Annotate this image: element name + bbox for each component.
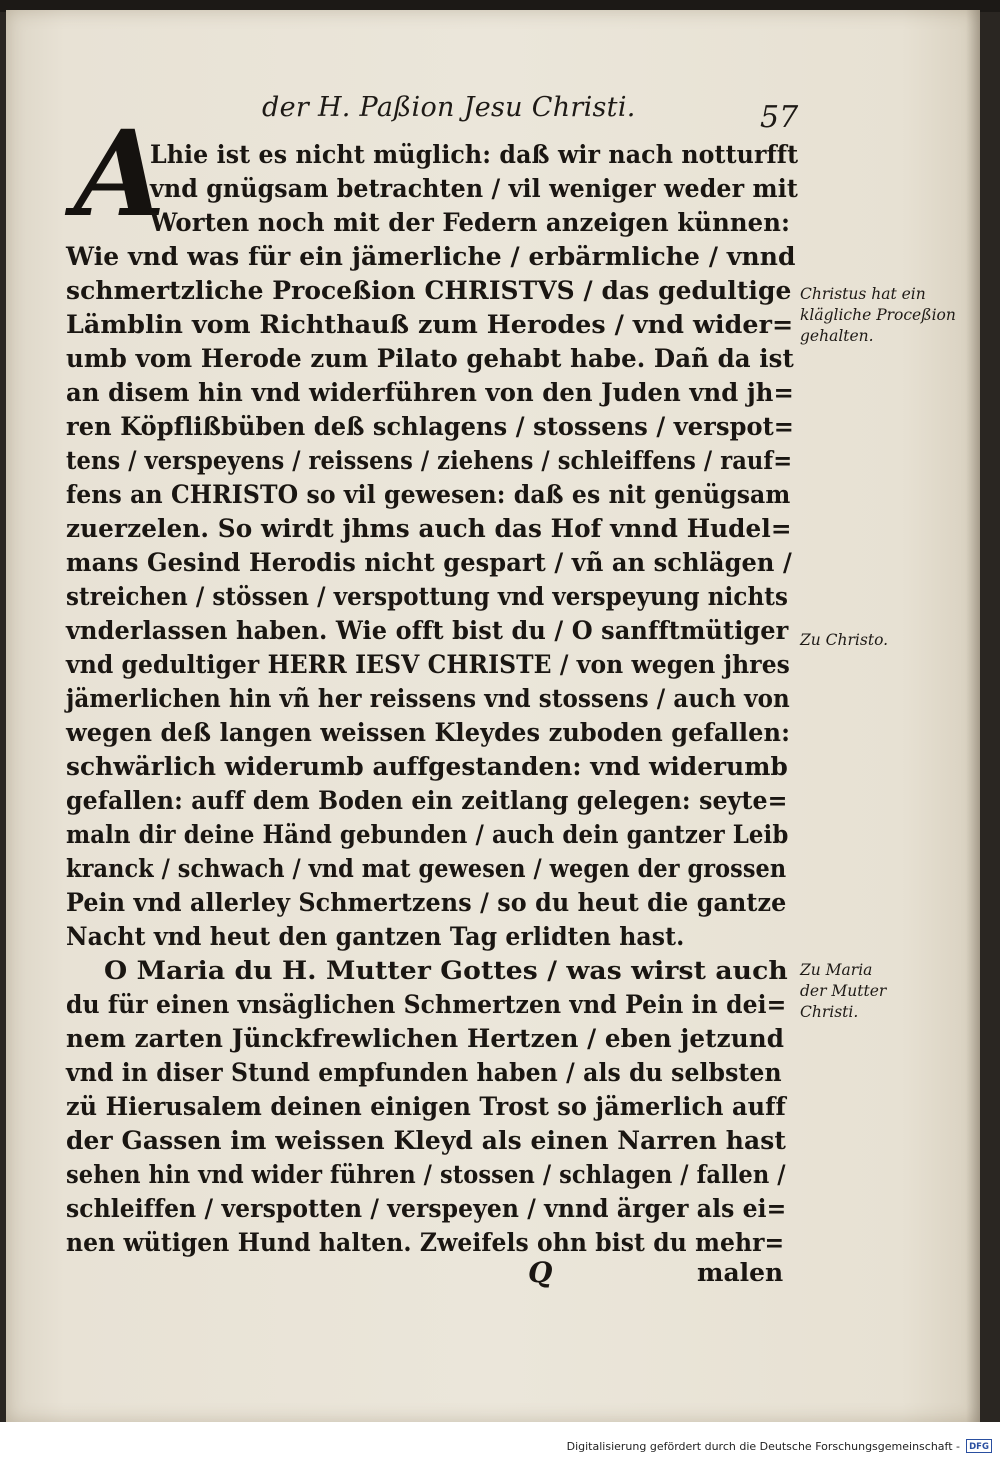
text-line: schmertzliche Proceßion CHRISTVS / das gedultige: [66, 276, 792, 305]
margin-note: Zu Maria der Mutter Christi.: [800, 961, 887, 1021]
text-line: Pein vnd allerley Schmertzens / so du heut die gantze: [66, 888, 787, 917]
text-line: O Maria du H. Mutter Gottes / was wirst auch: [104, 956, 788, 985]
text-line: schwärlich widerumb auffgestanden: vnd widerumb: [66, 752, 788, 781]
text-line: vnd in diser Stund empfunden haben / als du selbsten: [66, 1058, 782, 1087]
text-line: wegen deß langen weissen Kleydes zuboden gefallen:: [66, 718, 791, 747]
text-line: Wie vnd was für ein jämerliche / erbärmliche / vnnd: [66, 242, 796, 271]
text-line: Lhie ist es nicht müglich: daß wir nach notturfft: [150, 140, 799, 169]
text-line: Lämblin vom Richthauß zum Herodes / vnd wider=: [66, 310, 794, 339]
page-number: 57: [760, 100, 799, 135]
running-head: der H. Paßion Jesu Christi.: [262, 92, 636, 123]
margin-note: Zu Christo.: [800, 631, 889, 649]
text-line: an disem hin vnd widerführen von den Juden vnd jh=: [66, 378, 794, 407]
text-line: vnd gedultiger HERR IESV CHRISTE / von wegen jhres: [66, 650, 790, 679]
text-line: streichen / stössen / verspottung vnd verspeyung nichts: [66, 582, 788, 611]
text-line: maln dir deine Händ gebunden / auch dein gantzer Leib: [66, 820, 789, 849]
text-line: mans Gesind Herodis nicht gespart / vñ an schlägen /: [66, 548, 792, 577]
text-line: vnderlassen haben. Wie offt bist du / O sanfftmütiger: [66, 616, 789, 645]
text-line: gefallen: auff dem Boden ein zeitlang gelegen: seyte=: [66, 786, 788, 815]
text-line: schleiffen / verspotten / verspeyen / vnnd ärger als ei=: [66, 1194, 787, 1223]
funding-credit: Digitalisierung gefördert durch die Deutsche Forschungsgemeinschaft -: [566, 1440, 960, 1453]
text-line: zuerzelen. So wirdt jhms auch das Hof vnnd Hudel=: [66, 514, 792, 543]
text-line: der Gassen im weissen Kleyd als einen Narren hast: [66, 1126, 787, 1155]
text-line: nem zarten Jünckfrewlichen Hertzen / eben jetzund: [66, 1024, 785, 1053]
text-line: jämerlichen hin vñ her reissens vnd stossens / auch von: [66, 684, 790, 713]
page-edge-shadow: [966, 10, 980, 1422]
text-line: Nacht vnd heut den gantzen Tag erlidten hast.: [66, 922, 685, 951]
drop-cap-initial: A: [74, 104, 166, 243]
margin-note: Christus hat ein klägliche Proceßion gehalten.: [800, 285, 956, 345]
text-line: sehen hin vnd wider führen / stossen / schlagen / fallen /: [66, 1160, 786, 1189]
catchword: malen: [697, 1258, 784, 1287]
text-line: du für einen vnsäglichen Schmertzen vnd Pein in dei=: [66, 990, 787, 1019]
text-line: tens / verspeyens / reissens / ziehens / schleiffens / rauf=: [66, 446, 793, 475]
text-line: umb vom Herode zum Pilato gehabt habe. Dañ da ist: [66, 344, 794, 373]
text-line: kranck / schwach / vnd mat gewesen / wegen der grossen: [66, 854, 787, 883]
text-line: nen wütigen Hund halten. Zweifels ohn bist du mehr=: [66, 1228, 785, 1257]
text-line: fens an CHRISTO so vil gewesen: daß es nit genügsam: [66, 480, 791, 509]
text-line: ren Köpflißbüben deß schlagens / stossens / verspot=: [66, 412, 795, 441]
dfg-logo: DFG: [966, 1439, 992, 1453]
signature-mark: Q: [528, 1256, 553, 1289]
text-line: zü Hierusalem deinen einigen Trost so jämerlich auff: [66, 1092, 786, 1121]
text-line: Worten noch mit der Federn anzeigen künnen:: [150, 208, 791, 237]
text-line: vnd gnügsam betrachten / vil weniger weder mit: [150, 174, 798, 203]
